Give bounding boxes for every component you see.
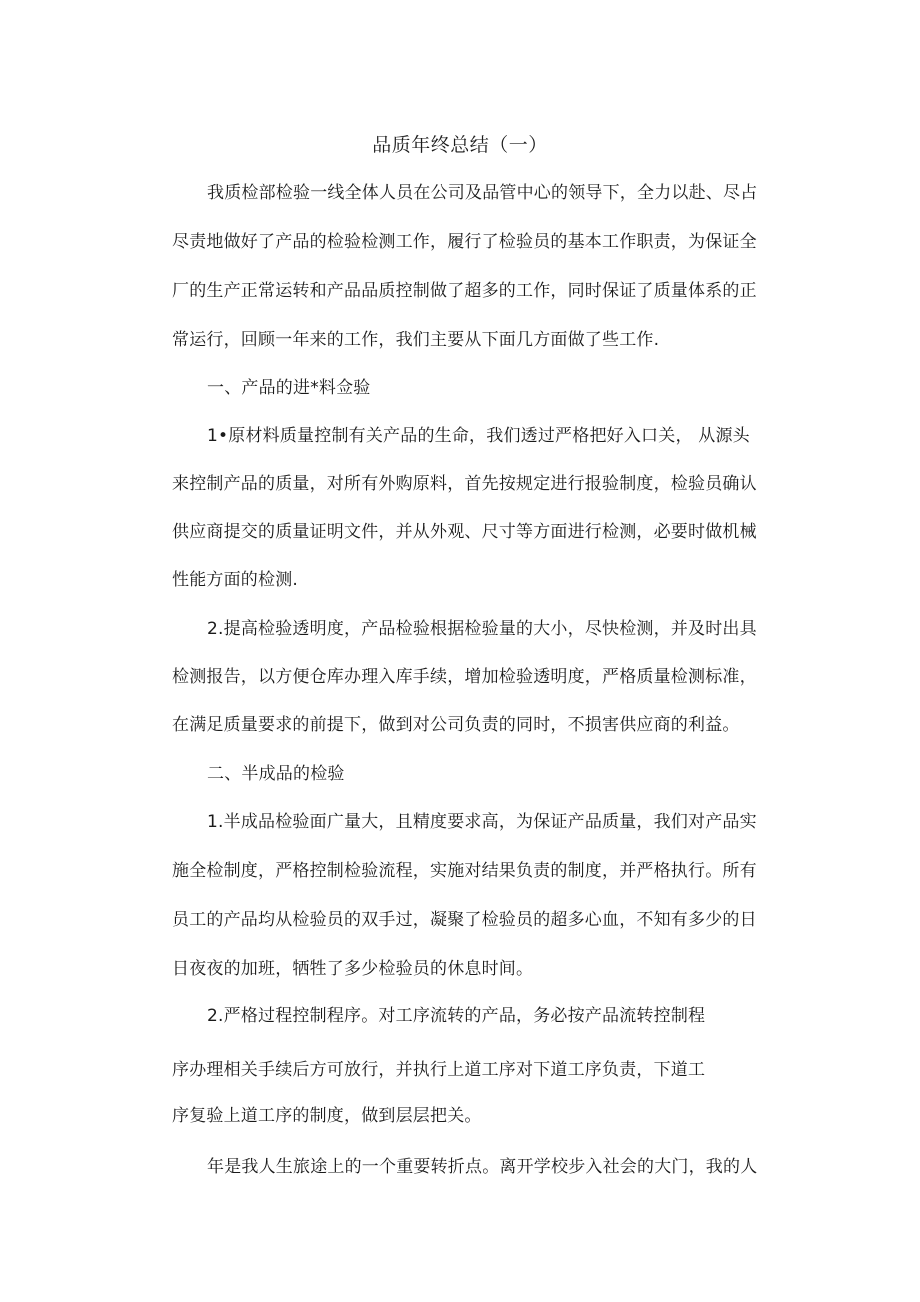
text-line: 2.提高检验透明度，产品检验根据检验量的大小，尽快检测，并及时出具	[207, 619, 757, 639]
section-heading: 一、产品的进*料佥验	[207, 378, 371, 398]
text-line: 施全检制度，严格控制检验流程，实施对结果负责的制度，并严格执行。所有	[172, 861, 757, 881]
text-line: 来控制产品的质量，对所有外购原料，首先按规定进行报验制度，检验员确认	[172, 474, 757, 494]
section-heading: 二、半成品的检验	[207, 764, 345, 784]
text-line: 供应商提交的质量证明文件，并从外观、尺寸等方面进行检测，必要时做机械	[172, 522, 757, 542]
text-line: 序复验上道工序的制度，做到层层把关。	[172, 1106, 482, 1126]
text-line: 1•原材料质量控制有关产品的生命，我们透过严格把好入口关， 从源头	[207, 426, 750, 446]
text-line: 2.严格过程控制程序。对工序流转的产品，务必按产品流转控制程	[207, 1006, 706, 1026]
text-line: 我质检部检验一线全体人员在公司及品管中心的领导下，全力以赴、尽占	[207, 183, 758, 203]
text-line: 检测报告，以方便仓库办理入库手续，增加检验透明度，严格质量检测标准，	[172, 667, 757, 687]
text-line: 1.半成品检验面广量大，且精度要求高，为保证产品质量，我们对产品实	[207, 812, 757, 832]
text-line: 序办理相关手续后方可放行，并执行上道工序对下道工序负责，下道工	[172, 1060, 706, 1080]
text-line: 员工的产品均从检验员的双手过，凝聚了检验员的超多心血，不知有多少的日	[172, 910, 757, 930]
text-line: 尽责地做好了产品的检验检测工作，履行了检验员的基本工作职责，为保证全	[172, 232, 757, 252]
document-title: 品质年终总结（一）	[372, 134, 548, 156]
text-line: 在满足质量要求的前提下，做到对公司负责的同时，不损害供应商的利益。	[172, 715, 740, 735]
text-line: 常运行，回顾一年来的工作，我们主要从下面几方面做了些工作.	[172, 330, 660, 350]
text-line: 日夜夜的加班，牺牲了多少检验员的休息时间。	[172, 959, 534, 979]
text-line: 年是我人生旅途上的一个重要转折点。离开学校步入社会的大门，我的人	[207, 1157, 758, 1177]
text-line: 厂的生产正常运转和产品品质控制做了超多的工作，同时保证了质量体系的正	[172, 281, 757, 301]
text-line: 性能方面的检测.	[172, 570, 299, 590]
